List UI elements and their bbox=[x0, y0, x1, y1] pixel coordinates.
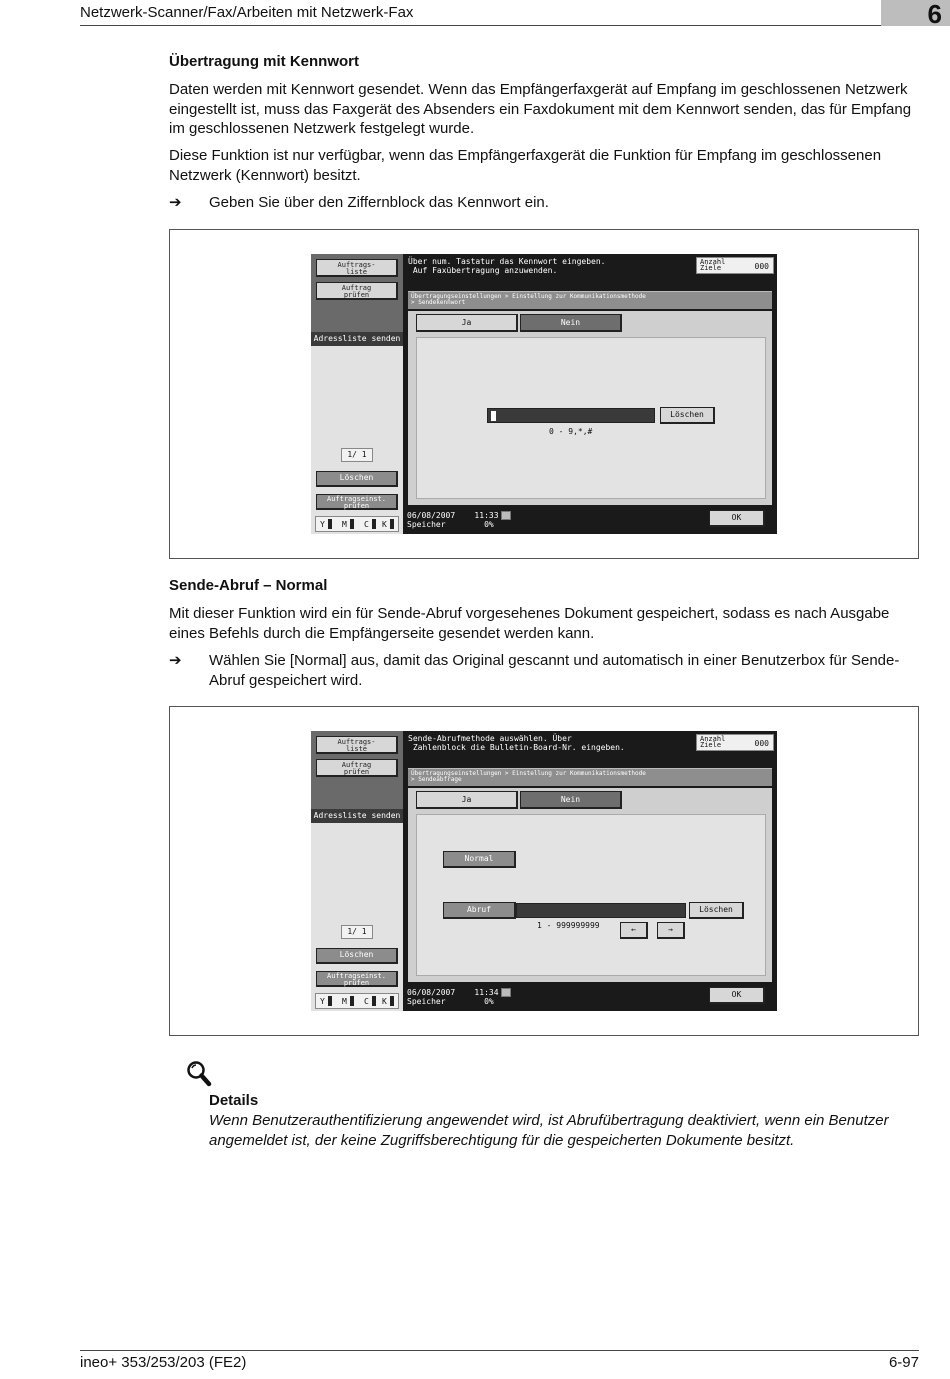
check-job-button[interactable]: Auftrag prüfen bbox=[316, 282, 398, 300]
step-arrow-icon: ➔ bbox=[169, 194, 182, 211]
no-button[interactable]: Nein bbox=[520, 314, 622, 332]
job-list-button[interactable]: Auftrags- liste bbox=[316, 736, 398, 754]
step-text: Geben Sie über den Ziffernblock das Kennwort ein. bbox=[209, 194, 549, 211]
address-list-label: Adressliste senden bbox=[311, 332, 403, 346]
magnifier-icon bbox=[186, 1060, 212, 1093]
memory-icon bbox=[501, 511, 511, 520]
memory-icon bbox=[501, 988, 511, 997]
text-cursor bbox=[491, 411, 496, 421]
control-panel-screenshot bbox=[311, 731, 777, 1011]
ok-button[interactable]: OK bbox=[709, 987, 765, 1004]
bulletin-number-input[interactable] bbox=[516, 903, 686, 918]
toner-k-label: K bbox=[382, 520, 387, 529]
date-time-memory: 06/08/2007 11:33 Speicher 0% bbox=[407, 511, 499, 529]
instruction-message: Sende-Abrufmethode auswählen. Über Zahlenblock die Bulletin-Board-Nr. eingeben. bbox=[408, 734, 625, 752]
yes-button[interactable]: Ja bbox=[416, 314, 518, 332]
panel-main bbox=[403, 254, 777, 534]
status-bar bbox=[403, 984, 777, 1011]
input-range-hint: 1 - 999999999 bbox=[537, 921, 600, 930]
panel-sidebar bbox=[311, 254, 403, 534]
toner-c-label: C bbox=[364, 520, 369, 529]
arrow-left-button[interactable]: ← bbox=[620, 922, 648, 939]
password-input[interactable] bbox=[487, 408, 655, 423]
check-settings-button[interactable]: Auftragseinst. prüfen bbox=[316, 494, 398, 510]
arrow-right-button[interactable]: → bbox=[657, 922, 685, 939]
chapter-tab bbox=[881, 0, 950, 29]
destination-count-value: 000 bbox=[754, 262, 769, 271]
chapter-number: 6 bbox=[927, 0, 942, 29]
password-delete-button[interactable]: Löschen bbox=[660, 407, 715, 424]
panel-main bbox=[403, 731, 777, 1011]
toner-indicator bbox=[315, 516, 399, 532]
address-list-label: Adressliste senden bbox=[311, 809, 403, 823]
polling-button[interactable]: Abruf bbox=[443, 902, 516, 919]
settings-content bbox=[408, 788, 772, 982]
destination-count bbox=[696, 257, 774, 274]
page-number: 6-97 bbox=[888, 1354, 919, 1371]
paragraph: Diese Funktion ist nur verfügbar, wenn das Empfängerfaxgerät die Funktion für Empfang im geschlossenen Netzwerk (Kennwort) besitzt. bbox=[169, 147, 882, 184]
breadcrumb bbox=[408, 291, 772, 309]
header-rule bbox=[80, 25, 881, 26]
no-button[interactable]: Nein bbox=[520, 791, 622, 809]
input-range-hint: 0 - 9,*,# bbox=[549, 427, 593, 436]
toner-y-label: Y bbox=[320, 520, 325, 529]
settings-content bbox=[408, 311, 772, 505]
breadcrumb bbox=[408, 768, 772, 786]
destination-count-value: 000 bbox=[754, 739, 769, 748]
password-area bbox=[416, 337, 766, 499]
details-text: Wenn Benutzerauthentifizierung angewendet wird, ist Abrufübertragung deaktiviert, wenn ein Benutzer angemeldet ist, der keine Zugriffsberechtigung für die gespeicherten Dokumente besitzt. bbox=[209, 1112, 889, 1149]
section-heading-password: Übertragung mit Kennwort bbox=[169, 53, 359, 70]
toner-m-label: M bbox=[342, 520, 347, 529]
number-delete-button[interactable]: Löschen bbox=[689, 902, 744, 919]
date-time-memory: 06/08/2007 11:34 Speicher 0% bbox=[407, 988, 499, 1006]
step-arrow-icon: ➔ bbox=[169, 652, 182, 669]
toner-y-label: Y bbox=[320, 997, 325, 1006]
breadcrumb-text: Übertragungseinstellungen > Einstellung zur Kommunikationsmethode > Sendeabfrage bbox=[411, 770, 646, 783]
page-indicator: 1/ 1 bbox=[341, 448, 373, 462]
footer-rule bbox=[80, 1350, 919, 1351]
delete-button[interactable]: Löschen bbox=[316, 948, 398, 964]
running-header: Netzwerk-Scanner/Fax/Arbeiten mit Netzwerk-Fax bbox=[80, 4, 414, 21]
paragraph: Mit dieser Funktion wird ein für Sende-Abruf vorgesehenes Dokument gespeichert, sodass es nach Ausgabe eines Befehls durch die Empfängerseite gesendet werden kann. bbox=[169, 605, 890, 642]
panel-sidebar bbox=[311, 731, 403, 1011]
section-heading-polling: Sende-Abruf – Normal bbox=[169, 577, 328, 594]
polling-area bbox=[416, 814, 766, 976]
check-job-button[interactable]: Auftrag prüfen bbox=[316, 759, 398, 777]
check-settings-button[interactable]: Auftragseinst. prüfen bbox=[316, 971, 398, 987]
paragraph: Daten werden mit Kennwort gesendet. Wenn das Empfängerfaxgerät auf Empfang im geschlossenen Netzwerk eingestellt ist, muss das Faxgerät des Absenders ein Faxdokument mit dem Kennwort senden, das für Empfang im geschlossenen Netzwerk festgelegt wurde. bbox=[169, 81, 912, 137]
instruction-message: Über num. Tastatur das Kennwort eingeben. Auf Faxübertragung anzuwenden. bbox=[408, 257, 606, 275]
delete-button[interactable]: Löschen bbox=[316, 471, 398, 487]
status-bar bbox=[403, 507, 777, 534]
step-text: Wählen Sie [Normal] aus, damit das Original gescannt und automatisch in einer Benutzerbox für Sende-Abruf gespeichert wird. bbox=[209, 652, 900, 689]
toner-m-label: M bbox=[342, 997, 347, 1006]
toner-indicator bbox=[315, 993, 399, 1009]
toner-k-label: K bbox=[382, 997, 387, 1006]
job-list-button[interactable]: Auftrags- liste bbox=[316, 259, 398, 277]
destination-count bbox=[696, 734, 774, 751]
page-indicator: 1/ 1 bbox=[341, 925, 373, 939]
normal-button[interactable]: Normal bbox=[443, 851, 516, 868]
destination-count-label: Anzahl Ziele bbox=[700, 258, 726, 272]
breadcrumb-text: Übertragungseinstellungen > Einstellung zur Kommunikationsmethode > Sendekennwort bbox=[411, 293, 646, 306]
figure-frame bbox=[169, 229, 919, 559]
destination-count-label: Anzahl Ziele bbox=[700, 735, 726, 749]
footer-product: ineo+ 353/253/203 (FE2) bbox=[80, 1354, 247, 1371]
figure-frame bbox=[169, 706, 919, 1036]
yes-button[interactable]: Ja bbox=[416, 791, 518, 809]
control-panel-screenshot bbox=[311, 254, 777, 534]
toner-c-label: C bbox=[364, 997, 369, 1006]
details-title: Details bbox=[209, 1092, 259, 1109]
ok-button[interactable]: OK bbox=[709, 510, 765, 527]
